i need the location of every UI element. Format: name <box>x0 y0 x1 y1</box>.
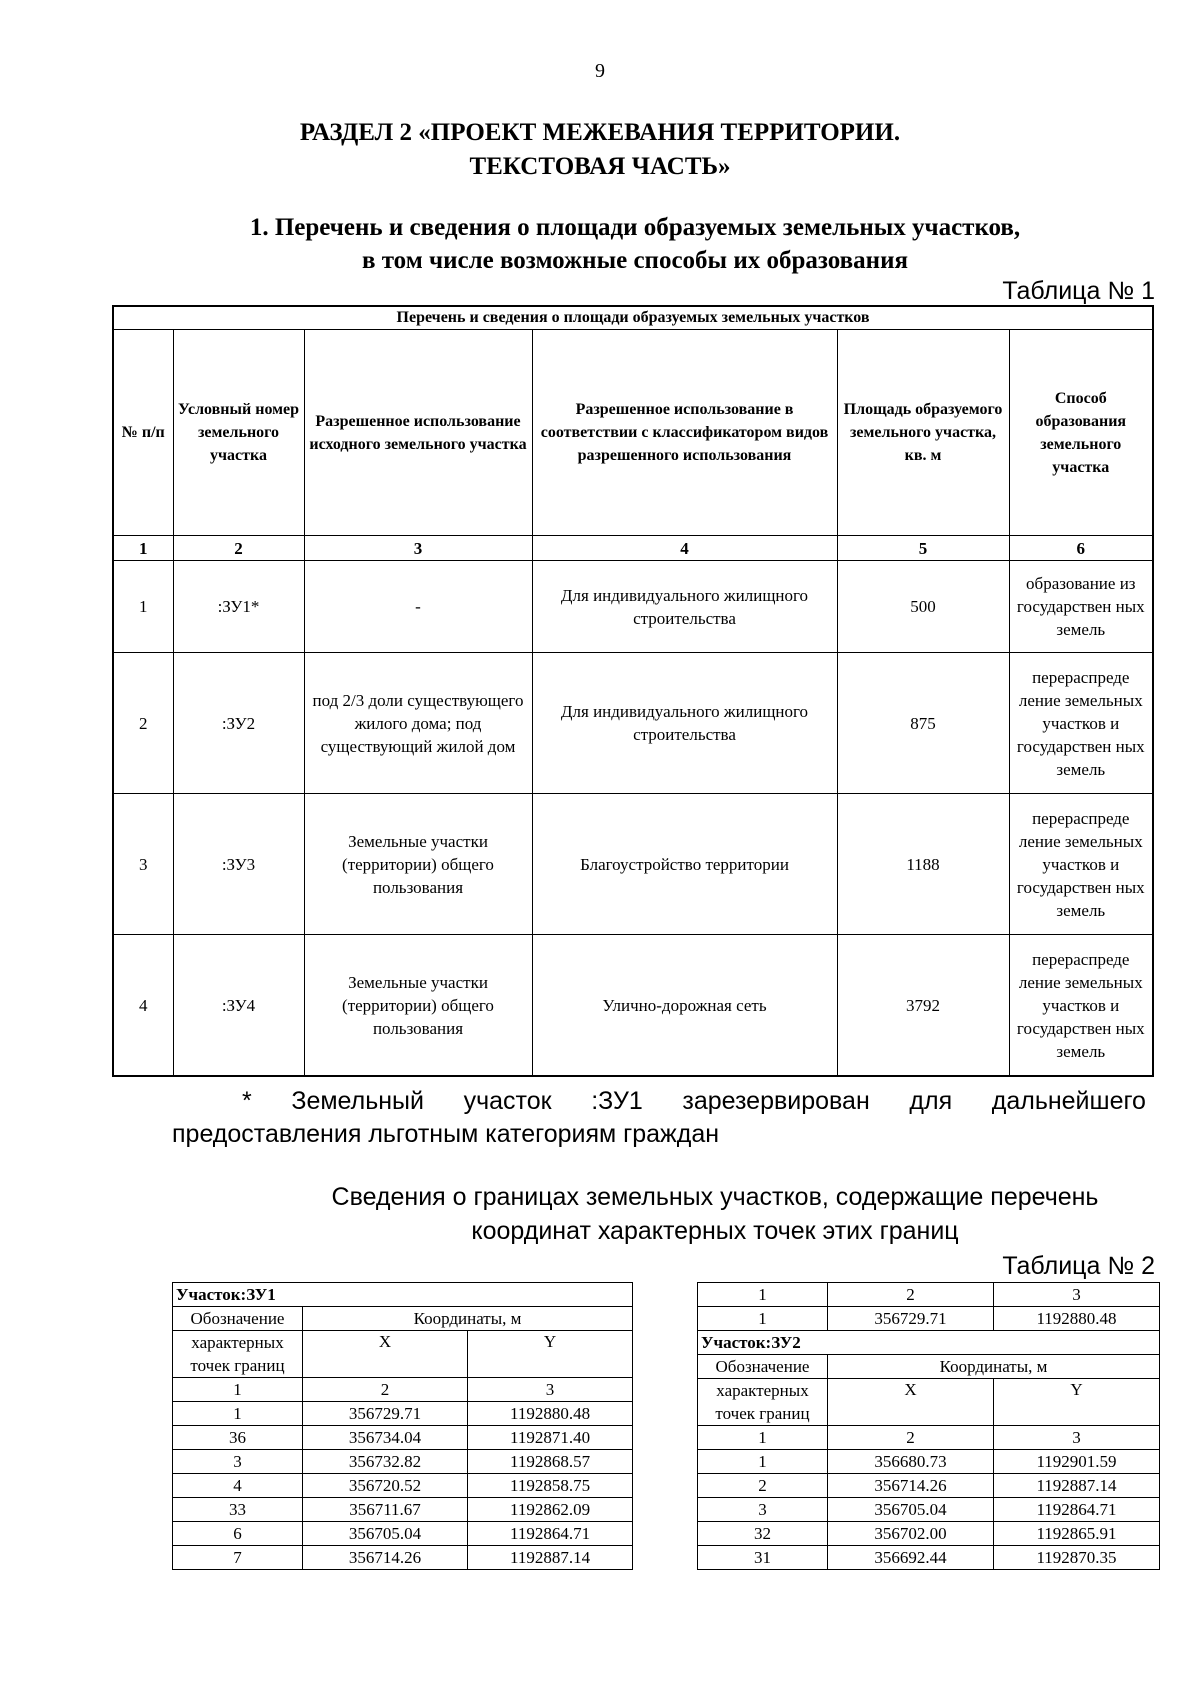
axis-header-row <box>698 1379 1160 1403</box>
point-header: точек границ <box>173 1354 303 1378</box>
point-id: 33 <box>173 1498 303 1522</box>
footnote-word: для <box>909 1087 953 1115</box>
parcel-code: :ЗУ4 <box>173 935 304 1077</box>
parcel-header-row <box>698 1331 1160 1355</box>
table-row <box>113 794 1153 935</box>
column-number: 2 <box>828 1283 994 1307</box>
permitted-use: Для индивидуального жилищного строительства <box>532 561 837 653</box>
source-use: Земельные участки (территории) общего пользования <box>304 794 532 935</box>
y-value: 1192858.75 <box>468 1474 633 1498</box>
point-id: 36 <box>173 1426 303 1450</box>
coords-header: Координаты, м <box>303 1307 633 1331</box>
land-parcels-table <box>112 305 1154 1077</box>
formation-method: образование из государствен ных земель <box>1009 561 1153 653</box>
table-row <box>173 1522 633 1546</box>
table-row <box>698 1307 1160 1331</box>
table-row <box>113 561 1153 653</box>
footnote-asterisk: * <box>242 1087 252 1115</box>
table-row <box>113 653 1153 794</box>
parcel-area: 500 <box>837 561 1009 653</box>
y-value: 1192864.71 <box>468 1522 633 1546</box>
formation-method: перераспреде ление земельных участков и государствен ных земель <box>1009 653 1153 794</box>
parcel-area: 1188 <box>837 794 1009 935</box>
coords-header: Координаты, м <box>828 1355 1160 1379</box>
x-value: 356734.04 <box>303 1426 468 1450</box>
table-row <box>173 1450 633 1474</box>
parcel-label: Участок:ЗУ1 <box>173 1283 633 1307</box>
header-area: Площадь образуемого земельного участка, кв. м <box>837 330 1009 536</box>
coordinates-table-zu1 <box>172 1282 633 1570</box>
table-row <box>173 1402 633 1426</box>
column-number: 1 <box>173 1378 303 1402</box>
header-method: Способ образования земельного участка <box>1009 330 1153 536</box>
table-row <box>698 1546 1160 1570</box>
column-numbers-row <box>698 1426 1160 1450</box>
column-number: 1 <box>698 1283 828 1307</box>
source-use: под 2/3 доли существующего жилого дома; под существующий жилой дом <box>304 653 532 794</box>
table-caption: Перечень и сведения о площади образуемых земельных участков <box>113 306 1153 330</box>
x-value: 356692.44 <box>828 1546 994 1570</box>
table-row <box>173 1498 633 1522</box>
column-number: 1 <box>113 536 173 561</box>
point-id: 3 <box>698 1498 828 1522</box>
y-value: 1192865.91 <box>994 1522 1160 1546</box>
y-value: 1192887.14 <box>994 1474 1160 1498</box>
y-value: 1192868.57 <box>468 1450 633 1474</box>
table-row <box>173 1426 633 1450</box>
footnote <box>172 1085 1146 1151</box>
coords-header-row <box>698 1355 1160 1379</box>
section-title-line1: РАЗДЕЛ 2 «ПРОЕКТ МЕЖЕВАНИЯ ТЕРРИТОРИИ. <box>299 119 901 146</box>
point-header: характерных <box>173 1331 303 1355</box>
row-number: 4 <box>113 935 173 1077</box>
coordinates-title-line2: координат характерных точек этих границ <box>471 1217 959 1245</box>
x-value: 356680.73 <box>828 1450 994 1474</box>
y-value: 1192880.48 <box>468 1402 633 1426</box>
point-id: 4 <box>173 1474 303 1498</box>
column-number: 2 <box>173 536 304 561</box>
source-use: Земельные участки (территории) общего пользования <box>304 935 532 1077</box>
x-value: 356729.71 <box>828 1307 994 1331</box>
table-row <box>173 1474 633 1498</box>
column-number: 3 <box>994 1426 1160 1450</box>
subsection-title <box>150 211 1120 277</box>
header-parcel-code: Условный номер земельного участка <box>173 330 304 536</box>
column-numbers-row <box>173 1378 633 1402</box>
point-id: 1 <box>698 1450 828 1474</box>
footnote-line1 <box>172 1085 1146 1118</box>
header-source-use: Разрешенное использование исходного земельного участка <box>304 330 532 536</box>
header-number: № п/п <box>113 330 173 536</box>
y-header: Y <box>468 1331 633 1378</box>
footnote-word: дальнейшего <box>991 1087 1146 1115</box>
footnote-word: :ЗУ1 <box>591 1087 643 1115</box>
permitted-use: Улично-дорожная сеть <box>532 935 837 1077</box>
x-value: 356711.67 <box>303 1498 468 1522</box>
y-value: 1192901.59 <box>994 1450 1160 1474</box>
coordinates-table-zu2 <box>697 1282 1160 1570</box>
table1-label: Таблица № 1 <box>1002 277 1155 305</box>
parcel-code: :ЗУ2 <box>173 653 304 794</box>
axis-header-row <box>173 1331 633 1355</box>
table-row <box>173 1546 633 1570</box>
footnote-word: Земельный <box>291 1087 424 1115</box>
y-header: Y <box>994 1379 1160 1426</box>
y-value: 1192862.09 <box>468 1498 633 1522</box>
header-permitted-use: Разрешенное использование в соответствии с классификатором видов разрешенного использования <box>532 330 837 536</box>
column-numbers-row <box>698 1283 1160 1307</box>
x-value: 356729.71 <box>303 1402 468 1426</box>
column-number: 6 <box>1009 536 1153 561</box>
point-id: 31 <box>698 1546 828 1570</box>
column-number: 3 <box>468 1378 633 1402</box>
point-header: точек границ <box>698 1402 828 1426</box>
point-id: 3 <box>173 1450 303 1474</box>
y-value: 1192880.48 <box>994 1307 1160 1331</box>
column-number: 3 <box>304 536 532 561</box>
section-title <box>150 116 1050 184</box>
x-header: X <box>303 1331 468 1378</box>
table-row <box>698 1450 1160 1474</box>
column-number: 1 <box>698 1426 828 1450</box>
point-id: 2 <box>698 1474 828 1498</box>
y-value: 1192871.40 <box>468 1426 633 1450</box>
column-numbers-row <box>113 536 1153 561</box>
permitted-use: Благоустройство территории <box>532 794 837 935</box>
parcel-code: :ЗУ3 <box>173 794 304 935</box>
column-number: 2 <box>303 1378 468 1402</box>
x-value: 356705.04 <box>303 1522 468 1546</box>
parcel-area: 3792 <box>837 935 1009 1077</box>
row-number: 3 <box>113 794 173 935</box>
x-value: 356705.04 <box>828 1498 994 1522</box>
point-header: Обозначение <box>698 1355 828 1379</box>
source-use: - <box>304 561 532 653</box>
column-number: 3 <box>994 1283 1160 1307</box>
parcel-label: Участок:ЗУ2 <box>698 1331 1160 1355</box>
formation-method: перераспреде ление земельных участков и государствен ных земель <box>1009 935 1153 1077</box>
subsection-title-line1: 1. Перечень и сведения о площади образуемых земельных участков, <box>249 214 1021 241</box>
x-header: X <box>828 1379 994 1426</box>
table-header-row <box>113 330 1153 536</box>
column-number: 5 <box>837 536 1009 561</box>
formation-method: перераспреде ление земельных участков и государствен ных земель <box>1009 794 1153 935</box>
x-value: 356702.00 <box>828 1522 994 1546</box>
page-number: 9 <box>595 60 605 82</box>
coordinates-title-line1: Сведения о границах земельных участков, содержащие перечень <box>331 1183 1099 1211</box>
point-id: 1 <box>698 1307 828 1331</box>
point-header: характерных <box>698 1379 828 1403</box>
table-caption-row <box>113 306 1153 330</box>
footnote-word: зарезервирован <box>682 1087 870 1115</box>
subsection-title-line2: в том числе возможные способы их образования <box>361 247 908 274</box>
y-value: 1192870.35 <box>994 1546 1160 1570</box>
x-value: 356720.52 <box>303 1474 468 1498</box>
footnote-line2: предоставления льготным категориям граждан <box>172 1120 720 1148</box>
permitted-use: Для индивидуального жилищного строительства <box>532 653 837 794</box>
point-header: Обозначение <box>173 1307 303 1331</box>
table-row <box>698 1498 1160 1522</box>
x-value: 356714.26 <box>303 1546 468 1570</box>
point-id: 6 <box>173 1522 303 1546</box>
parcel-code: :ЗУ1* <box>173 561 304 653</box>
table-row <box>698 1474 1160 1498</box>
x-value: 356714.26 <box>828 1474 994 1498</box>
row-number: 1 <box>113 561 173 653</box>
footnote-word: участок <box>463 1087 552 1115</box>
table-row <box>113 935 1153 1077</box>
coordinates-title <box>250 1180 1180 1248</box>
coords-header-row <box>173 1307 633 1331</box>
y-value: 1192864.71 <box>994 1498 1160 1522</box>
column-number: 2 <box>828 1426 994 1450</box>
table-row <box>698 1522 1160 1546</box>
parcel-area: 875 <box>837 653 1009 794</box>
point-id: 32 <box>698 1522 828 1546</box>
row-number: 2 <box>113 653 173 794</box>
point-id: 1 <box>173 1402 303 1426</box>
point-id: 7 <box>173 1546 303 1570</box>
x-value: 356732.82 <box>303 1450 468 1474</box>
column-number: 4 <box>532 536 837 561</box>
section-title-line2: ТЕКСТОВАЯ ЧАСТЬ» <box>469 153 731 180</box>
y-value: 1192887.14 <box>468 1546 633 1570</box>
parcel-header-row <box>173 1283 633 1307</box>
table2-label: Таблица № 2 <box>1002 1252 1155 1280</box>
